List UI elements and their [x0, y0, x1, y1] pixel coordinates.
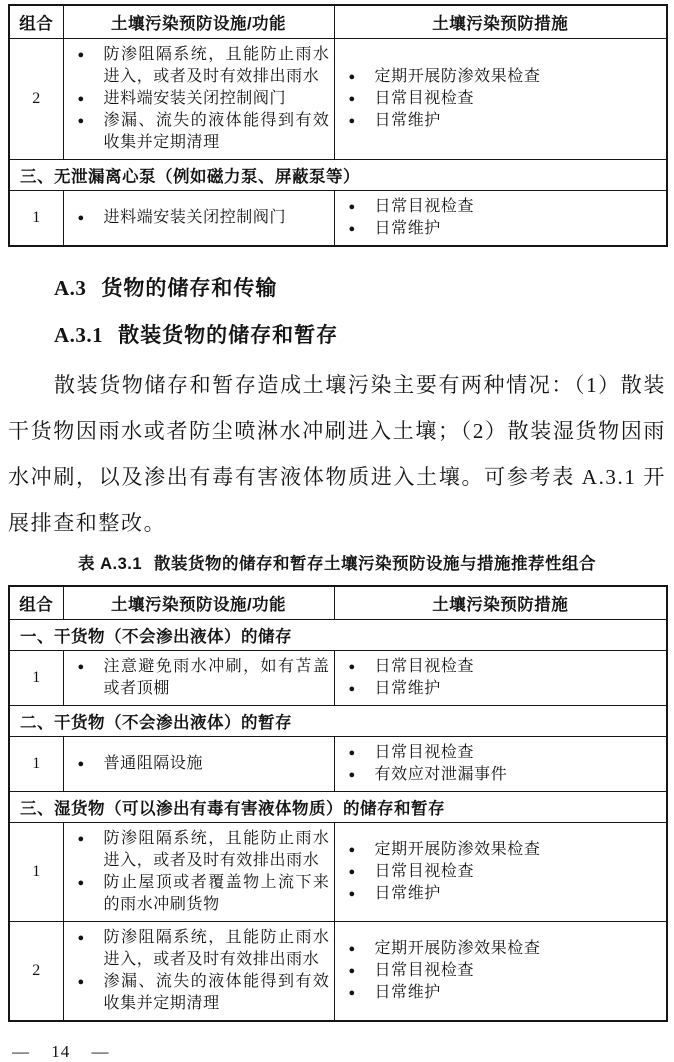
combo-number: 1 — [9, 191, 63, 247]
table-header-row — [9, 586, 667, 620]
table-section-header: 一、干货物（不会渗出液体）的储存 — [9, 620, 667, 651]
bullet-icon: ● — [77, 758, 85, 770]
bullet-text: 日常目视检查 — [374, 198, 475, 215]
table-caption — [8, 550, 666, 574]
column-header-facilities: 土壤污染预防设施/功能 — [63, 586, 334, 620]
bullet-item — [68, 971, 330, 1015]
subsection-number: A.3.1 — [54, 323, 104, 347]
bullet-icon: ● — [348, 201, 356, 213]
measures-cell — [334, 737, 667, 792]
table-a31 — [8, 585, 668, 1022]
bullet-item — [339, 66, 663, 88]
column-header-measures: 土壤污染预防措施 — [334, 586, 667, 620]
bullet-item — [68, 828, 330, 872]
bullet-list — [339, 196, 663, 240]
bullet-item — [68, 927, 330, 971]
bullet-item — [339, 960, 663, 982]
bullet-text: 日常维护 — [374, 220, 441, 237]
bullet-icon: ● — [77, 661, 85, 673]
section-heading-a3 — [54, 272, 666, 302]
column-header-measures: 土壤污染预防措施 — [334, 5, 667, 39]
table-row — [9, 823, 667, 922]
bullet-item — [68, 44, 330, 88]
bullet-item — [339, 678, 663, 700]
bullet-item — [339, 883, 663, 905]
bullet-list — [68, 44, 330, 154]
bullet-list — [339, 938, 663, 1004]
combo-number: 2 — [9, 39, 63, 160]
bullet-icon: ● — [348, 661, 356, 673]
section-heading-a31 — [54, 319, 666, 349]
combo-number: 1 — [9, 737, 63, 792]
bullet-text: 防渗阻隔系统，且能防止雨水进入，或者及时有效排出雨水 — [103, 929, 330, 968]
bullet-text: 日常维护 — [374, 984, 441, 1001]
bullet-icon: ● — [77, 212, 85, 224]
measures-cell — [334, 191, 667, 247]
facilities-cell — [63, 922, 334, 1022]
bullet-text: 日常目视检查 — [374, 863, 475, 880]
bullet-icon: ● — [348, 93, 356, 105]
bullet-item — [339, 861, 663, 883]
bullet-text: 防渗阻隔系统，且能防止雨水进入，或者及时有效排出雨水 — [103, 46, 330, 85]
table-section-row — [9, 160, 667, 191]
bullet-item — [68, 872, 330, 916]
bullet-text: 防止屋顶或者覆盖物上流下来的雨水冲刷货物 — [103, 874, 330, 913]
column-header-combo: 组合 — [9, 5, 63, 39]
measures-cell — [334, 651, 667, 706]
bullet-text: 注意避免雨水冲刷，如有苫盖或者顶棚 — [103, 658, 330, 697]
table-row — [9, 39, 667, 160]
page-number: — 14 — — [12, 1042, 110, 1061]
bullet-list — [68, 656, 330, 700]
bullet-icon: ● — [348, 943, 356, 955]
bullet-icon: ● — [348, 71, 356, 83]
facilities-cell — [63, 823, 334, 922]
bullet-icon: ● — [348, 844, 356, 856]
table-row — [9, 737, 667, 792]
facilities-cell — [63, 737, 334, 792]
table-section-header: 三、湿货物（可以渗出有毒有害液体物质）的储存和暂存 — [9, 792, 667, 823]
bullet-icon: ● — [348, 683, 356, 695]
bullet-text: 普通阻隔设施 — [103, 755, 204, 772]
bullet-icon: ● — [348, 769, 356, 781]
bullet-icon: ● — [348, 747, 356, 759]
bullet-item — [68, 656, 330, 700]
bullet-icon: ● — [77, 932, 85, 944]
bullet-text: 渗漏、流失的液体能得到有效收集并定期清理 — [103, 973, 330, 1012]
bullet-text: 定期开展防渗效果检查 — [374, 68, 541, 85]
bullet-text: 日常目视检查 — [374, 744, 475, 761]
bullet-text: 进料端安装关闭控制阀门 — [103, 90, 287, 107]
bullet-text: 日常目视检查 — [374, 962, 475, 979]
bullet-icon: ● — [77, 833, 85, 845]
bullet-icon: ● — [348, 223, 356, 235]
bullet-list — [68, 753, 330, 775]
facilities-cell — [63, 651, 334, 706]
bullet-list — [68, 207, 330, 229]
column-header-facilities: 土壤污染预防设施/功能 — [63, 5, 334, 39]
table-row — [9, 922, 667, 1022]
bullet-text: 渗漏、流失的液体能得到有效收集并定期清理 — [103, 112, 330, 151]
combo-number: 1 — [9, 823, 63, 922]
measures-cell — [334, 39, 667, 160]
bullet-list — [68, 828, 330, 916]
section-title: 货物的储存和传输 — [101, 276, 278, 300]
table-section-header: 三、无泄漏离心泵（例如磁力泵、屏蔽泵等） — [9, 160, 667, 191]
bullet-item — [68, 88, 330, 110]
bullet-item — [339, 88, 663, 110]
bullet-icon: ● — [77, 877, 85, 889]
table-caption-text: 散装货物的储存和暂存土壤污染预防设施与措施推荐性组合 — [154, 555, 597, 573]
bullet-item — [68, 753, 330, 775]
bullet-text: 日常目视检查 — [374, 90, 475, 107]
bullet-text: 防渗阻隔系统，且能防止雨水进入，或者及时有效排出雨水 — [103, 830, 330, 869]
bullet-item — [339, 982, 663, 1004]
bullet-icon: ● — [77, 115, 85, 127]
bullet-list — [68, 927, 330, 1015]
bullet-icon: ● — [348, 888, 356, 900]
combo-number: 2 — [9, 922, 63, 1022]
facilities-cell — [63, 191, 334, 247]
table-header-row — [9, 5, 667, 39]
measures-cell — [334, 922, 667, 1022]
bullet-text: 进料端安装关闭控制阀门 — [103, 209, 287, 226]
bullet-item — [339, 839, 663, 861]
bullet-icon: ● — [348, 987, 356, 999]
bullet-text: 定期开展防渗效果检查 — [374, 940, 541, 957]
body-paragraph: 散装货物储存和暂存造成土壤污染主要有两种情况：（1）散装干货物因雨水或者防尘喷淋水冲刷进入土壤；（2）散装湿货物因雨水冲刷，以及渗出有毒有害液体物质进入土壤。可参考表 A.3.1 开展排查和整改。 — [8, 373, 666, 535]
bullet-item — [339, 656, 663, 678]
table-section-row — [9, 706, 667, 737]
table-section-row — [9, 792, 667, 823]
table-section-row — [9, 620, 667, 651]
bullet-icon: ● — [77, 976, 85, 988]
bullet-item — [68, 207, 330, 229]
bullet-text: 日常维护 — [374, 680, 441, 697]
bullet-item — [339, 764, 663, 786]
table-section-header: 二、干货物（不会渗出液体）的暂存 — [9, 706, 667, 737]
column-header-combo: 组合 — [9, 586, 63, 620]
bullet-list — [339, 839, 663, 905]
bullet-item — [339, 742, 663, 764]
bullet-list — [339, 656, 663, 700]
bullet-icon: ● — [348, 965, 356, 977]
bullet-item — [68, 110, 330, 154]
bullet-list — [339, 742, 663, 786]
bullet-item — [339, 196, 663, 218]
bullet-text: 日常维护 — [374, 885, 441, 902]
bullet-icon: ● — [348, 866, 356, 878]
bullet-item — [339, 938, 663, 960]
measures-cell — [334, 823, 667, 922]
table-row — [9, 191, 667, 247]
bullet-icon: ● — [77, 49, 85, 61]
table-caption-label: 表 A.3.1 — [77, 555, 143, 573]
bullet-text: 定期开展防渗效果检查 — [374, 841, 541, 858]
combo-number: 1 — [9, 651, 63, 706]
bullet-icon: ● — [348, 115, 356, 127]
section-number: A.3 — [54, 276, 87, 300]
subsection-title: 散装货物的储存和暂存 — [118, 323, 339, 347]
bullet-icon: ● — [77, 93, 85, 105]
facilities-cell — [63, 39, 334, 160]
bullet-text: 日常目视检查 — [374, 658, 475, 675]
bullet-list — [339, 66, 663, 132]
bullet-item — [339, 218, 663, 240]
bullet-item — [339, 110, 663, 132]
table-continued — [8, 4, 668, 247]
bullet-text: 有效应对泄漏事件 — [374, 766, 508, 783]
bullet-text: 日常维护 — [374, 112, 441, 129]
table-row — [9, 651, 667, 706]
